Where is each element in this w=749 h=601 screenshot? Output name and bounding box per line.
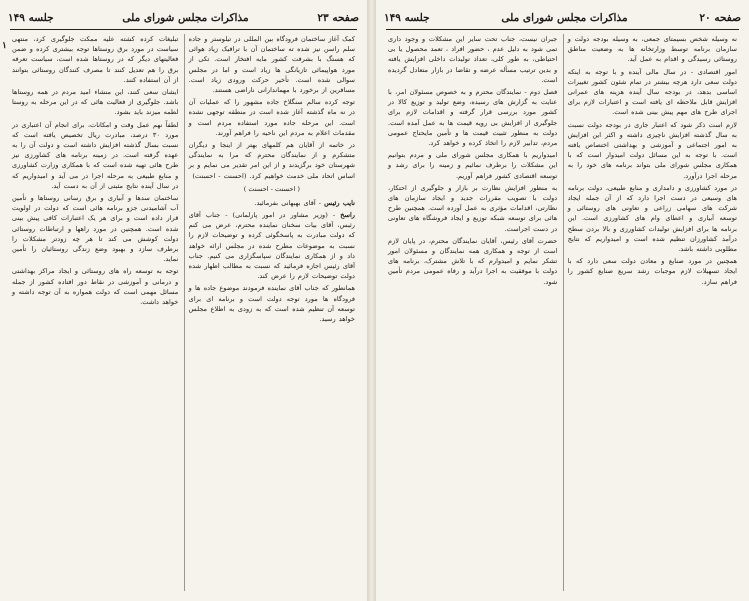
right-page xyxy=(376,0,749,601)
paragraph-text: همانطور که جناب آقای نماینده فرمودند موضوع جاده ها و فرودگاه ها مورد توجه دولت است و برنامه ای برای توسعه آن تنظیم شده است که به زودی به اطلاع مجلس خواهد رسید. xyxy=(188,284,355,324)
speaker-name: راسخ xyxy=(340,211,355,220)
paragraph xyxy=(388,183,557,234)
paragraph: نایب رئیس - آقای بهبهانی بفرمائید. xyxy=(254,198,355,207)
paragraph-text: تبلیغات کرده کشته علیه ممکت جلوگیری کرد، منتهی سیاست در مورد برق روستاها توجه بیشتری کرده و ضمن فعالیتهای دیگر که در روستاها شده است، سیاست تعرفه برق را هم تعدیل کنند تا مصرف کنندگان روستائی بتوانند از آن استفاده کنند. xyxy=(12,35,179,84)
paragraph xyxy=(568,256,737,287)
left-page-title: مذاکرات مجلس شورای ملی xyxy=(122,12,249,24)
paragraph xyxy=(12,34,178,85)
right-col2-paragraphs xyxy=(388,34,557,287)
paragraph-text: ساختمان سدها و آبیاری و برق رسانی روستاها و تأمین آب آشامیدنی جزو برنامه هائی است که دولت در اولویت قرار داده است و برای هر یک اعتبارات کافی پیش بینی شده است. همچنین در مورد راهها و ارتباطات روستائی دولت کوشش می کند تا هر چه زودتر مشکلات را برطرف سازد و بهبود وضع زندگی روستائیان را تأمین نماید. xyxy=(12,194,179,264)
left-column-divider xyxy=(184,34,185,591)
right-page-session: جلسه ۱۴۹ xyxy=(384,12,430,24)
right-column-divider xyxy=(563,34,564,591)
left-col2-paragraphs xyxy=(12,34,178,307)
paragraph xyxy=(12,120,178,191)
right-col1-paragraphs xyxy=(568,34,737,287)
paragraph-text: کمک آغاز ساختمان فرودگاه بین المللی در تیلوستر و جاده سلم راسن نیز شده ته ساختمان آن با ترافیک زیاد هوائی که هستگ با بشرفت کشور مایه افتخار است. تکی از مورد هواپیمائی تازیانگی ها زیاد است و اما در مجلس سوالی شده است. تأخیر حرکت ورودی زیاد است. مسافرین از برخورد با مهماندارانی ناراضی هستند. xyxy=(188,35,355,95)
paragraph: راسخ - (وزیر مشاور در امور پارلمانی) - جناب آقای رئیس، آقای بیات سخنان نماینده محترم، عرض می کنم که دولت مبادرت به پاسخگوئی کرده و توضیحات لازم را نسبت به موضوعات مطرح شده در مجلس ارائه خواهد داد و از همکاری نمایندگان سپاسگزاری می کنیم. جناب آقای رئیس اجازه فرمائید که نسبت به مطالب اظهار شده دولت توضیحات لازم را عرض کند. xyxy=(188,211,355,281)
left-col1-more-paragraphs xyxy=(189,198,355,324)
paragraph xyxy=(568,34,737,65)
paragraph xyxy=(388,236,557,287)
left-col1-paragraphs xyxy=(189,34,355,181)
right-page-number: صفحه ۲۰ xyxy=(699,12,741,24)
right-page-header xyxy=(384,8,741,28)
left-center-note: ( احسنت - احسنت ) xyxy=(243,184,300,193)
paragraph-text: ایشان سعی کنند، این منشاء امید مردم در همه روستاها باشد. جلوگیری از فعالیت هائی که در این مرحله به روستا لطمه میزند باید بشود. xyxy=(12,88,179,117)
paragraph-text: در خاتمه از آقایان هم کلمهای بهتر از اینجا و دیگران متشکرم و از نمایندگان محترم که مرا به نمایندگی شهرستان خود برگزیدند و از این امر تقدیر می نمایم و بر اساس اتحاد ملی خدمت خواهیم کرد. (احسنت - احسنت) xyxy=(188,141,355,180)
paragraph-text: توجه به توسعه راه های روستائی و ایجاد مراکز بهداشتی و درمانی و آموزشی در نقاط دور افتاده کشور از جمله مسائل مهمی است که دولت همواره به آن توجه داشته و خواهد داشت. xyxy=(12,267,179,307)
right-column-right xyxy=(568,34,737,591)
left-margin-number: ۱ xyxy=(2,41,7,51)
left-page-header xyxy=(8,8,359,28)
left-column-right xyxy=(189,34,355,591)
right-page-title: مذاکرات مجلس شورای ملی xyxy=(501,12,628,24)
paragraph-text: لازم است ذکر شود که اعتبار جاری در بودجه دولت نسبت به سال گذشته افزایش ناچیزی داشته و اکثر این افزایش به امور اجتماعی و آموزشی و بهداشتی اختصاص یافته است. با توجه به این مسائل دولت امیدوار است که با همکاری مجلس شورای ملی بتواند برنامه های خود را به مرحله اجرا درآورد. xyxy=(567,120,737,180)
paragraph xyxy=(388,34,557,85)
paragraph-text: آقای بهبهانی بفرمائید. xyxy=(254,198,316,207)
page-gutter xyxy=(367,0,376,601)
paragraph xyxy=(12,193,178,264)
paragraph-text: به منظور افزایش نظارت بر بازار و جلوگیری از احتکار، دولت با تصویب مقررات جدید و ایجاد سازمان های نظارتی، اقدامات مؤثری به عمل آورده است. همچنین طرح هائی برای توسعه شبکه توزیع و ایجاد فروشگاه های تعاونی در دست اجراست. xyxy=(388,183,558,233)
left-page-session: جلسه ۱۴۹ xyxy=(8,12,54,24)
left-header-rule xyxy=(10,29,357,30)
paragraph xyxy=(568,120,737,181)
paragraph xyxy=(568,183,737,254)
paragraph-text: امور اقتصادی - در سال مالی آینده و با توجه به اینکه دولت سعی دارد هرچه بیشتر در تمام شئون کشور تغییرات اساسی بدهد، در بودجه سال آینده هزینه های عمرانی افزایش قابل ملاحظه ای یافته است و اعتبارات لازم برای اجرای طرح های مهم پیش بینی شده است. xyxy=(567,67,737,117)
paragraph-text: نه وسیله شخص بسیمتای جمعی، به وسیله بودجه دولت و سازمان برنامه توسط وزارتخانه ها به وضعیت مناطق روستائی رسیدگی و اقدام به عمل آید. xyxy=(567,35,737,64)
speaker-name: نایب رئیس xyxy=(324,198,355,207)
paragraph xyxy=(388,150,557,181)
paragraph xyxy=(388,87,557,148)
paragraph xyxy=(189,97,355,138)
paragraph-text: (وزیر مشاور در امور پارلمانی) - جناب آقای رئیس، آقای بیات سخنان نماینده محترم، عرض می کنم که دولت مبادرت به پاسخگوئی کرده و توضیحات لازم را نسبت به موضوعات مطرح شده در مجلس ارائه خواهد داد و از همکاری نمایندگان سپاسگزاری می کنیم. جناب آقای رئیس اجازه فرمائید که نسبت به مطالب اظهار شده دولت توضیحات لازم را عرض کند. xyxy=(188,211,355,281)
paragraph-text: توجه کرده سالم سنگلاخ جاده مشهور را که عملیات آن در نه ماه گذشته آغاز شده است در منطقه توجهی نشده است. این مرحله جاده مورد استفاده مردم است و مقدمات اعلام به مردم این ناحیه را فراهم آورند. xyxy=(188,98,355,137)
left-column-left xyxy=(12,34,178,591)
paragraph xyxy=(189,283,355,324)
paragraph-text: لطفاً نهم عمل وقت و امکانات، برای انجام آن اعتباری در مورد ۳۰ درصد، مبادرت ریال تخصیص یافته است که نسبت بسال گذشته افزایش داشته است و دولت آن را به عهده گرفته است. در زمینه برنامه های کشاورزی نیز طرح هائی تهیه شده است که با همکاری وزارت کشاورزی و منابع طبیعی به مرحله اجرا در می آید و امیدواریم که در سال آینده نتایج مثبتی از آن به دست آید. xyxy=(12,120,179,190)
paragraph xyxy=(12,87,178,118)
left-page-number: صفحه ۲۳ xyxy=(317,12,359,24)
paragraph xyxy=(189,140,355,181)
paragraph-text: همچنین در مورد صنایع و معادن دولت سعی دارد که با ایجاد تسهیلات لازم موجبات رشد سریع صنایع کشور را فراهم سازد. xyxy=(567,257,737,286)
paragraph-text: حضرت آقای رئیس، آقایان نمایندگان محترم، در پایان لازم است از توجه و همکاری همه نمایندگان و مسئولان امور تشکر نمایم و امیدوارم که با تلاش مشترک، برنامه های دولت با موفقیت به اجرا درآید و رفاه عمومی مردم تأمین شود. xyxy=(388,236,558,286)
paragraph xyxy=(12,266,178,307)
paragraph xyxy=(189,34,355,95)
right-column-left xyxy=(388,34,557,591)
paragraph-text: امیدواریم با همکاری مجلس شورای ملی و مردم بتوانیم این مشکلات را برطرف نمائیم و زمینه را برای رشد و توسعه اقتصادی کشور فراهم آوریم. xyxy=(388,151,558,180)
paragraph-text: جبران نیست، جناب تحت سایر این مشکلات و وجود داری تمی شود به دلیل عدم ، حضور افراد ، تعمد محصول یا بی احتیاطی، به طور کلی، تعداد تولیدات داخلی افزایش یافته و بدین ترتیب مسأله عرضه و تقاضا در بازار متعادل گردیده است. xyxy=(388,35,558,84)
paragraph-text: در مورد کشاورزی و دامداری و منابع طبیعی، دولت برنامه های وسیعی در دست اجرا دارد که از آن جمله ایجاد شرکت های سهامی زراعی و تعاونی های روستائی و توسعه آبیاری و اعطای وام های کشاورزی است. این برنامه ها برای افزایش تولیدات کشاورزی و بالا بردن سطح درآمد کشاورزان تنظیم شده است و امیدواریم که نتایج مطلوبی داشته باشد. xyxy=(567,183,737,254)
paragraph xyxy=(568,67,737,118)
right-header-rule xyxy=(386,29,739,30)
right-columns xyxy=(388,34,737,591)
paragraph-text: فصل دوم - نمایندگان محترم و به خصوص مسئولان امر، با عنایت به گزارش های رسیده، وضع تولید و توزیع کالا در کشور مورد بررسی قرار گرفته و اقدامات لازم برای جلوگیری از افزایش بی رویه قیمت ها به عمل آمده است. دولت به منظور تثبیت قیمت ها و تأمین مایحتاج عمومی مردم، تدابیر لازم را اتخاذ کرده و خواهد کرد. xyxy=(388,88,558,148)
left-page xyxy=(0,0,367,601)
left-columns xyxy=(12,34,355,591)
